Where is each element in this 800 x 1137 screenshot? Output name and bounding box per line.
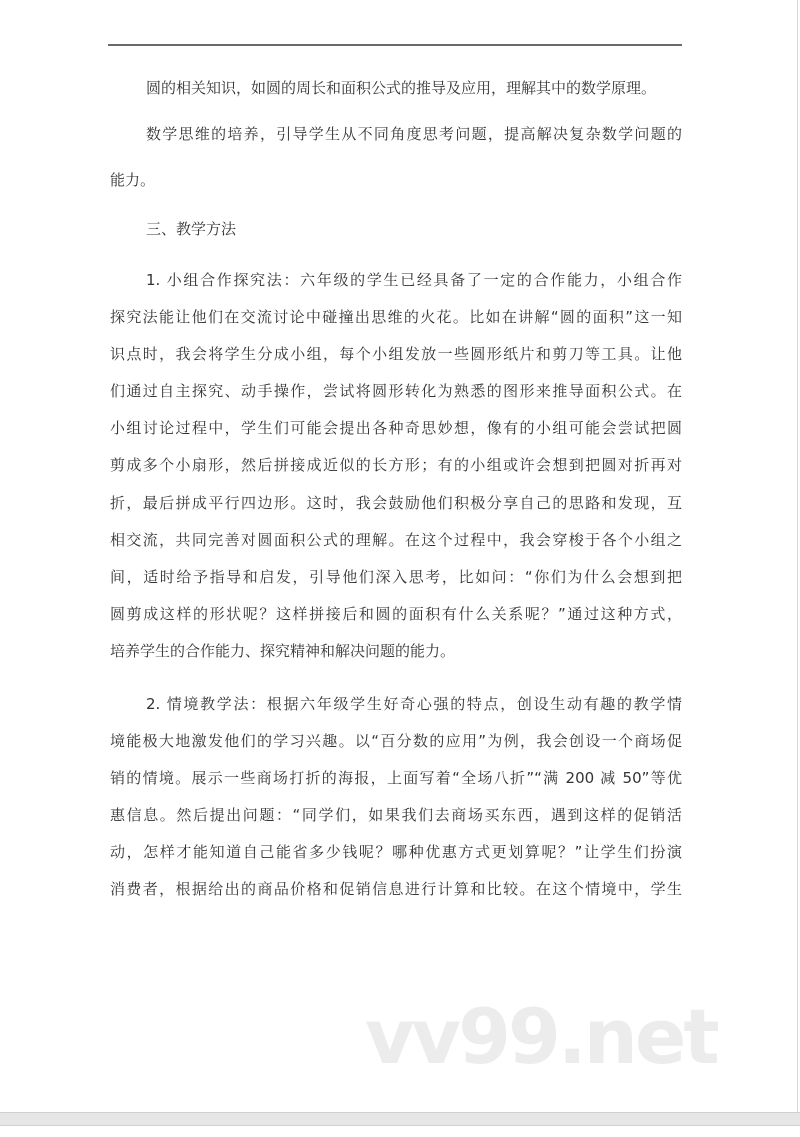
paragraph-line: 动，怎样才能知道自己能省多少钱呢？哪种优惠方式更划算呢？”让学生们扮演 [110, 843, 682, 861]
paragraph-line: 相交流，共同完善对圆面积公式的理解。在这个过程中，我会穿梭于各个小组之 [110, 531, 682, 549]
paragraph-line: 们通过自主探究、动手操作，尝试将圆形转化为熟悉的图形来推导面积公式。在 [110, 382, 682, 400]
paragraph-line: 销的情境。展示一些商场打折的海报，上面写着“全场八折”“满 200 减 50”等优 [110, 769, 682, 787]
paragraph-line: 2. 情境教学法：根据六年级学生好奇心强的特点，创设生动有趣的教学情 [146, 695, 682, 713]
section-heading: 三、教学方法 [146, 220, 237, 238]
paragraph-line: 消费者，根据给出的商品价格和促销信息进行计算和比较。在这个情境中，学生 [110, 880, 682, 898]
paragraph-line: 圆的相关知识，如圆的周长和面积公式的推导及应用，理解其中的数学原理。 [146, 79, 657, 97]
paragraph-line: 境能极大地激发他们的学习兴趣。以“百分数的应用”为例，我会创设一个商场促 [110, 732, 682, 750]
paragraph-line: 圆剪成这样的形状呢？这样拼接后和圆的面积有什么关系呢？”通过这种方式， [110, 605, 682, 623]
paragraph-line: 培养学生的合作能力、探究精神和解决问题的能力。 [110, 642, 456, 660]
paragraph-line: 能力。 [110, 171, 156, 189]
paragraph-line: 1. 小组合作探究法：六年级的学生已经具备了一定的合作能力，小组合作 [146, 271, 682, 289]
paragraph-line: 折，最后拼成平行四边形。这时，我会鼓励他们积极分享自己的思路和发现，互 [110, 494, 682, 512]
paragraph-line: 探究法能让他们在交流讨论中碰撞出思维的火花。比如在讲解“圆的面积”这一知 [110, 308, 682, 326]
paragraph-line: 惠信息。然后提出问题：“同学们，如果我们去商场买东西，遇到这样的促销活 [110, 806, 682, 824]
paragraph-line: 小组讨论过程中，学生们可能会提出各种奇思妙想，像有的小组可能会尝试把圆 [110, 419, 682, 437]
paragraph-line: 识点时，我会将学生分成小组，每个小组发放一些圆形纸片和剪刀等工具。让他 [110, 345, 682, 363]
paragraph-line: 数学思维的培养，引导学生从不同角度思考问题，提高解决复杂数学问题的 [146, 125, 682, 143]
header-rule [108, 44, 682, 46]
watermark: vv99.net [365, 992, 717, 1081]
paragraph-line: 间，适时给予指导和启发，引导他们深入思考，比如问：“你们为什么会想到把 [110, 568, 682, 586]
paragraph-line: 剪成多个小扇形，然后拼接成近似的长方形；有的小组或许会想到把圆对折再对 [110, 456, 682, 474]
page-separator [0, 1112, 800, 1126]
